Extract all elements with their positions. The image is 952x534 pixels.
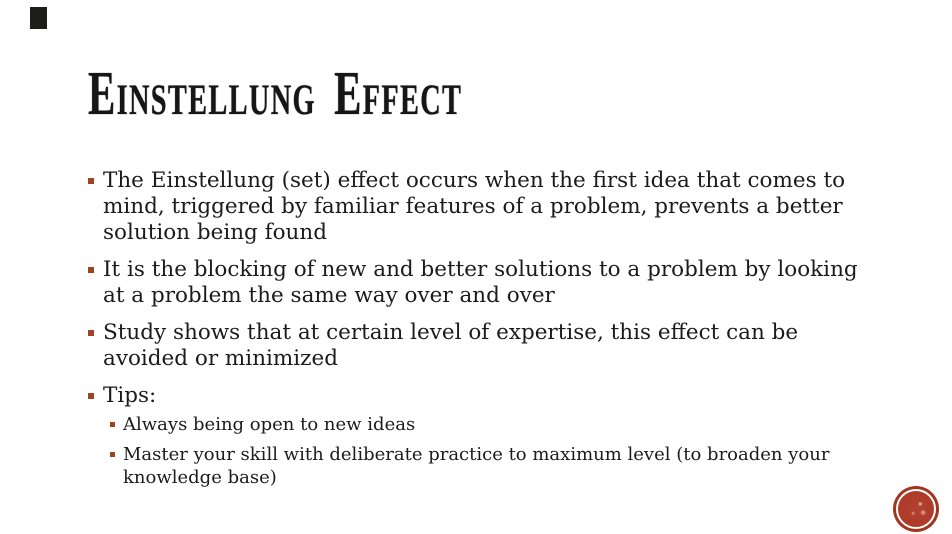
bullet-square-icon xyxy=(88,393,94,399)
badge-stamp-icon xyxy=(893,486,939,532)
bullet-item xyxy=(88,383,860,409)
slide-body xyxy=(88,168,860,496)
sub-bullet-item xyxy=(110,413,860,436)
slide-title: Einstellung Effect xyxy=(88,60,463,128)
bullet-text: The Einstellung (set) effect occurs when the first idea that comes to mind, triggered by familiar features of a problem, prevents a better solution being found xyxy=(103,168,846,245)
bullet-square-icon xyxy=(110,422,115,427)
sub-bullet-item xyxy=(110,443,860,489)
bullet-text: It is the blocking of new and better solutions to a problem by looking at a problem the same way over and over xyxy=(103,257,858,308)
bullet-item xyxy=(88,168,860,246)
bullet-square-icon xyxy=(88,330,94,336)
sub-bullet-text: Master your skill with deliberate practice to maximum level (to broaden your knowledge base) xyxy=(123,444,830,488)
bullet-text: Tips: xyxy=(103,383,157,408)
bullet-text: Study shows that at certain level of expertise, this effect can be avoided or minimized xyxy=(103,320,799,371)
bullet-square-icon xyxy=(110,452,115,457)
bullet-group-tips xyxy=(88,383,860,489)
bullet-item xyxy=(88,320,860,372)
bullet-item xyxy=(88,257,860,309)
corner-accent-bar xyxy=(30,7,47,29)
sub-bullet-list xyxy=(110,413,860,489)
sub-bullet-text: Always being open to new ideas xyxy=(123,414,416,435)
badge-stamp-inner-circle xyxy=(896,489,936,529)
bullet-square-icon xyxy=(88,178,94,184)
bullet-square-icon xyxy=(88,267,94,273)
